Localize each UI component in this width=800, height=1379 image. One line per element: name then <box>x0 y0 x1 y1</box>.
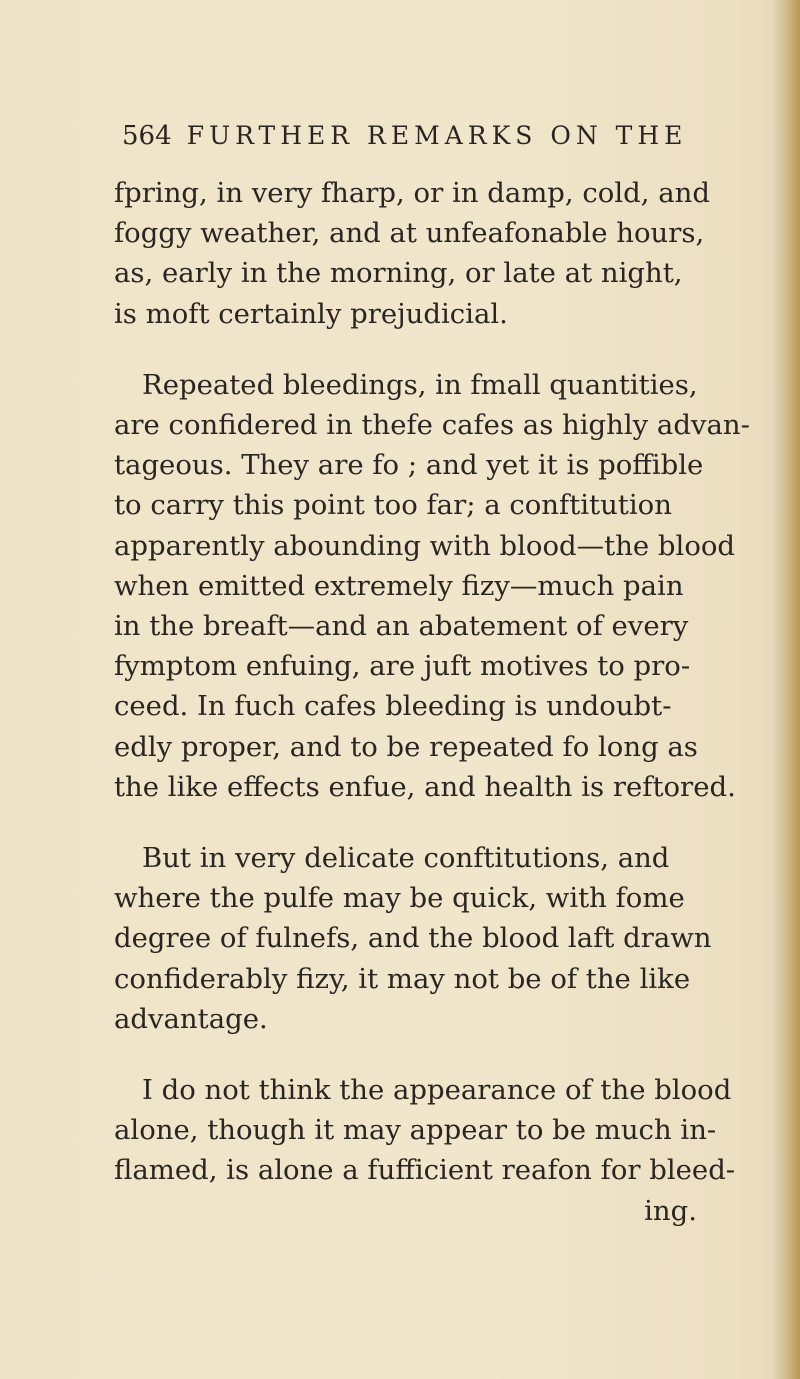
text-line: alone, though it may appear to be much in- <box>114 1114 717 1147</box>
text-line: ceed. In fuch cafes bleeding is undoubt- <box>114 690 672 723</box>
text-line: tageous. They are fo ; and yet it is poffible <box>114 449 704 482</box>
text-line: apparently abounding with blood—the blood <box>114 529 736 562</box>
catchword: ing. <box>644 1194 697 1227</box>
body-text <box>114 173 750 1231</box>
text-line: fymptom enfuing, are juft motives to pro- <box>114 650 691 683</box>
text-line: edly proper, and to be repeated fo long as <box>114 730 698 763</box>
text-line: flamed, is alone a fufficient reafon for bleed- <box>114 1154 736 1187</box>
text-line: I do not think the appearance of the blood <box>142 1074 732 1107</box>
text-line: confiderably fizy, it may not be of the like <box>114 962 691 995</box>
page-gutter-shadow <box>772 0 782 1379</box>
text-line: in the breaft—and an abatement of every <box>114 610 689 643</box>
text-line: are confidered in thefe cafes as highly advan- <box>114 409 750 442</box>
text-line: advantage. <box>114 1002 268 1035</box>
page-number: 564 <box>122 121 172 151</box>
paragraph-4 <box>114 1070 736 1231</box>
text-line: the like effects enfue, and health is reftored. <box>114 770 736 803</box>
text-line: as, early in the morning, or late at night, <box>114 257 683 290</box>
text-line: to carry this point too far; a conftitution <box>114 489 672 522</box>
page-edge <box>782 0 800 1379</box>
text-line: fpring, in very fharp, or in damp, cold, and <box>114 177 710 209</box>
text-line: when emitted extremely fizy—much pain <box>114 569 684 602</box>
text-line: foggy weather, and at unfeafonable hours, <box>114 217 705 250</box>
text-line: degree of fulnefs, and the blood laft drawn <box>114 922 712 955</box>
text-line: But in very delicate conftitutions, and <box>142 842 670 875</box>
text-line: Repeated bleedings, in fmall quantities, <box>142 368 698 401</box>
page-header <box>122 121 688 161</box>
paragraph-2 <box>114 365 750 807</box>
paragraph-3 <box>114 838 714 1039</box>
paragraph-1 <box>114 173 714 334</box>
running-head: FURTHER REMARKS ON THE <box>186 121 688 150</box>
text-line: is moft certainly prejudicial. <box>114 297 508 330</box>
text-line: where the pulfe may be quick, with fome <box>114 882 685 915</box>
